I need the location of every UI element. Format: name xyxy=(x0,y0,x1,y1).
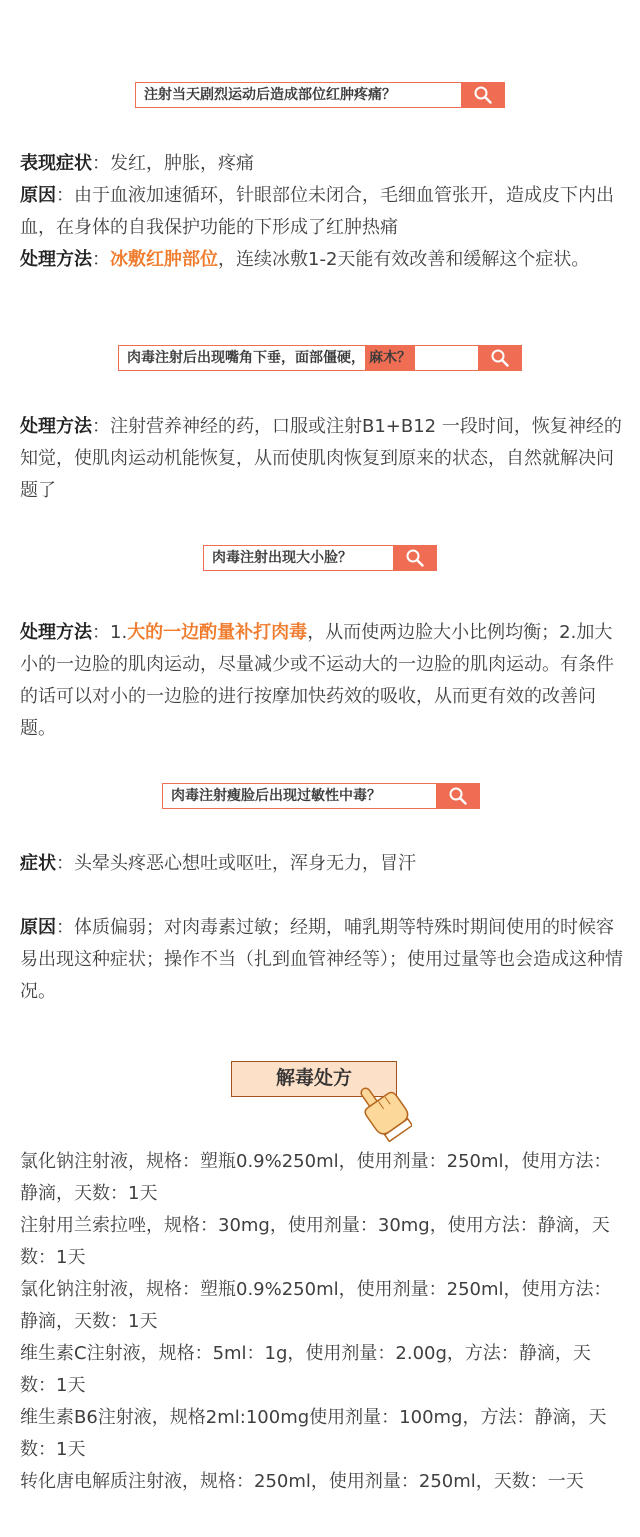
question-text-main: 肉毒注射后出现嘴角下垂，面部僵硬， xyxy=(127,350,365,366)
question-text: 注射当天剧烈运动后造成部位红肿疼痛？ xyxy=(135,82,461,108)
cause-line xyxy=(20,180,624,244)
search-button[interactable] xyxy=(436,783,480,809)
method-label: 处理方法 xyxy=(20,249,92,270)
section-4-cause xyxy=(20,912,624,1008)
prescription-item: 转化唐电解质注射液，规格：250ml，使用剂量：250ml，天数：一天 xyxy=(20,1471,584,1492)
cause-text: ：体质偏弱；对肉毒素过敏；经期，哺乳期等特殊时期间使用的时候容易出现这种症状；操作不当（扎到血管神经等）；使用过量等也会造成这种情况。 xyxy=(20,917,623,1002)
prescription-item: 氯化钠注射液，规格：塑瓶0.9%250ml，使用剂量：250ml，使用方法：静滴，天数：1天 xyxy=(20,1151,612,1204)
question-text: 肉毒注射瘦脸后出现过敏性中毒？ xyxy=(162,783,436,809)
method-highlight: 大的一边酌量补打肉毒 xyxy=(127,622,308,643)
method-label: 处理方法 xyxy=(20,416,92,437)
prescription-item: 注射用兰索拉唑，规格：30mg，使用剂量：30mg，使用方法：静滴，天数：1天 xyxy=(20,1215,610,1268)
search-icon xyxy=(405,548,425,568)
search-icon xyxy=(473,85,493,105)
search-icon xyxy=(448,786,468,806)
prescription-item: 氯化钠注射液，规格：塑瓶0.9%250ml，使用剂量：250ml，使用方法：静滴，天数：1天 xyxy=(20,1279,612,1332)
method-sep: ：1. xyxy=(92,622,128,643)
method-line xyxy=(20,617,624,745)
cause-label: 原因 xyxy=(20,185,56,206)
method-sep: ： xyxy=(92,249,110,270)
search-button[interactable] xyxy=(393,545,437,571)
method-label: 处理方法 xyxy=(20,622,92,643)
section-1-body xyxy=(20,148,624,276)
search-button[interactable] xyxy=(461,82,505,108)
pointing-hand-icon xyxy=(352,1080,412,1142)
method-line xyxy=(20,411,624,507)
symptom-text: ：发红，肿胀，疼痛 xyxy=(92,153,254,174)
cause-label: 原因 xyxy=(20,917,56,938)
section-4-symptom xyxy=(20,848,624,880)
section-2-body xyxy=(20,411,624,507)
question-text-highlight: 麻木？ xyxy=(365,346,415,370)
symptom-label: 表现症状 xyxy=(20,153,92,174)
cause-text: ：由于血液加速循环，针眼部位未闭合，毛细血管张开，造成皮下内出血，在身体的自我保护功能的下形成了红肿热痛 xyxy=(20,185,614,238)
prescription-item: 维生素C注射液，规格：5ml：1g，使用剂量：2.00g，方法：静滴，天数：1天 xyxy=(20,1343,591,1396)
question-search-bar-2[interactable] xyxy=(118,345,522,371)
detox-prescription-button[interactable]: 解毒处方 xyxy=(231,1061,397,1097)
question-search-bar-1[interactable] xyxy=(135,82,505,108)
question-search-bar-4[interactable] xyxy=(162,783,480,809)
method-line xyxy=(20,244,624,276)
question-text xyxy=(118,345,478,371)
symptom-line xyxy=(20,148,624,180)
question-search-bar-3[interactable] xyxy=(203,545,437,571)
prescription-item: 维生素B6注射液，规格2ml:100mg使用剂量：100mg，方法：静滴，天数：1天 xyxy=(20,1407,607,1460)
symptom-text: ：头晕头疼恶心想吐或呕吐，浑身无力，冒汗 xyxy=(56,853,416,874)
question-text: 肉毒注射出现大小脸？ xyxy=(203,545,393,571)
method-text: ，从而使两边脸大小比例均衡；2.加大小的一边脸的肌肉运动，尽量减少或不运动大的一边脸的肌肉运动。有条件的话可以对小的一边脸的进行按摩加快药效的吸收，从而更有效的改善问题。 xyxy=(20,622,614,739)
method-text: ，连续冰敷1-2天能有效改善和缓解这个症状。 xyxy=(218,249,590,270)
method-text: ：注射营养神经的药，口服或注射B1+B12 一段时间，恢复神经的知觉，使肌肉运动机能恢复，从而使肌肉恢复到原来的状态，自然就解决问题了 xyxy=(20,416,622,501)
method-highlight: 冰敷红肿部位 xyxy=(110,249,218,270)
prescription-list xyxy=(20,1146,624,1498)
symptom-label: 症状 xyxy=(20,853,56,874)
search-icon xyxy=(490,348,510,368)
search-button[interactable] xyxy=(478,345,522,371)
section-3-body xyxy=(20,617,624,745)
